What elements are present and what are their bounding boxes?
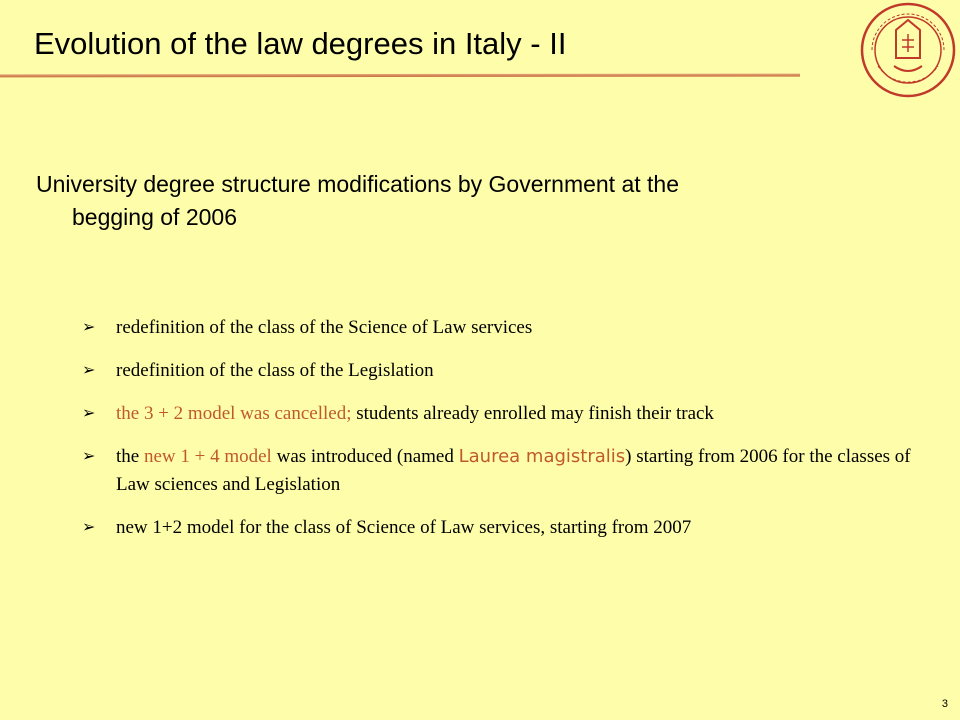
bullet-text: redefinition of the class of the Science of Law services bbox=[116, 317, 533, 338]
bullet-text: was introduced (named bbox=[271, 446, 459, 467]
slide-title: Evolution of the law degrees in Italy - II bbox=[34, 26, 567, 61]
degree-name: Laurea magistralis bbox=[458, 446, 626, 467]
bullet-text: the bbox=[116, 446, 144, 467]
bullet-list bbox=[82, 314, 942, 557]
bullet-item bbox=[82, 357, 942, 385]
bullet-text: new 1+2 model for the class of Science of Law services, starting from 2007 bbox=[116, 517, 692, 538]
bullet-item bbox=[82, 514, 942, 542]
bullet-text: redefinition of the class of the Legislation bbox=[116, 360, 434, 381]
arrow-bullet-icon: ➢ bbox=[82, 319, 96, 336]
university-seal-icon bbox=[858, 0, 958, 100]
subtitle bbox=[36, 168, 936, 234]
page-number: 3 bbox=[941, 698, 948, 710]
bullet-item bbox=[82, 314, 942, 342]
subtitle-line-1: University degree structure modifications by Government at the bbox=[36, 171, 680, 197]
bullet-highlight: new 1 + 4 model bbox=[143, 446, 272, 467]
arrow-bullet-icon: ➢ bbox=[82, 362, 96, 379]
bullet-item bbox=[82, 400, 942, 428]
arrow-bullet-icon: ➢ bbox=[82, 519, 96, 536]
bullet-item bbox=[82, 443, 942, 499]
arrow-bullet-icon: ➢ bbox=[82, 405, 96, 422]
title-underline bbox=[0, 74, 800, 78]
subtitle-line-2: begging of 2006 bbox=[72, 204, 237, 230]
bullet-text: students already enrolled may finish their track bbox=[351, 403, 714, 424]
arrow-bullet-icon: ➢ bbox=[82, 448, 96, 465]
bullet-text: ) starting from 2006 for the classes of Law sciences and Legislation bbox=[116, 446, 911, 495]
bullet-highlight: the 3 + 2 model was cancelled; bbox=[116, 403, 352, 424]
